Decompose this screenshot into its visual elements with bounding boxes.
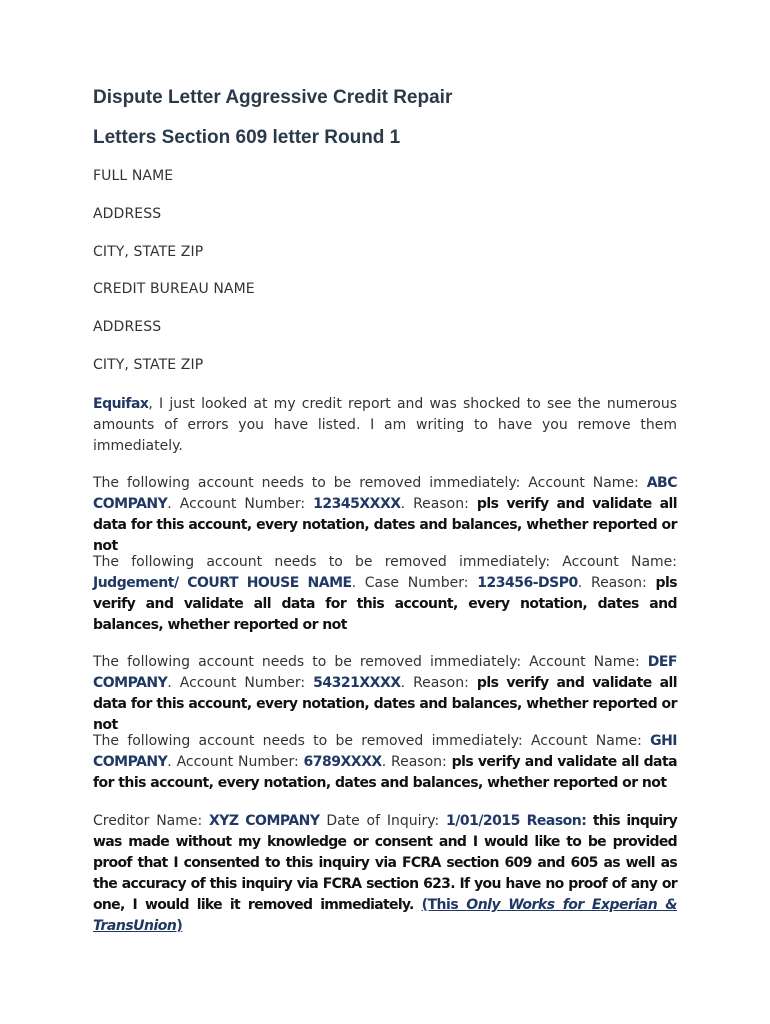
inquiry-paragraph — [93, 811, 677, 937]
account-number: 12345XXXX — [313, 496, 401, 512]
account-prefix: The following account needs to be removed immediately: Account Name: — [93, 475, 647, 491]
recipient-address: ADDRESS — [93, 319, 162, 335]
page-subtitle: Letters Section 609 letter Round 1 — [93, 127, 401, 148]
intro-text: , I just looked at my credit report and was shocked to see the numerous amounts of errors you have listed. I am writing to have you remove them immediately. — [93, 396, 677, 454]
sender-address: ADDRESS — [93, 206, 162, 222]
sender-name: FULL NAME — [93, 168, 174, 184]
account-paragraph-3 — [93, 652, 677, 736]
reason-label: . Reason: — [381, 754, 452, 770]
creditor-name: XYZ COMPANY — [208, 813, 320, 829]
note-close: ) — [176, 918, 183, 934]
account-number-label: . Account Number: — [167, 754, 304, 770]
account-number: 54321XXXX — [313, 675, 401, 691]
reason-text: pls verify and validate all data for this account, every notation, dates and balances, whether reported or not — [93, 496, 677, 554]
account-number-label: . Account Number: — [167, 675, 314, 691]
case-number: 123456-DSP0 — [477, 575, 578, 591]
reason-label: . Reason: — [400, 675, 477, 691]
account-number: 6789XXXX — [303, 754, 382, 770]
account-paragraph-2 — [93, 552, 677, 636]
sender-city: CITY, STATE ZIP — [93, 244, 204, 260]
inquiry-text: this inquiry was made without my knowledge or consent and I would like to be provided proof that I consented to this inquiry via FCRA section 609 and 605 as well as the accuracy of this inquiry via FCRA section 623. If you have no proof of any or one, I would like it removed immediately. — [93, 813, 678, 913]
account-prefix: The following account needs to be removed immediately: Account Name: — [93, 733, 651, 749]
inquiry-date: 1/01/2015 Reason: — [445, 813, 587, 829]
note-open: (This — [421, 897, 467, 913]
account-name: Judgement/ COURT HOUSE NAME — [93, 575, 352, 591]
intro-paragraph — [93, 394, 677, 457]
reason-text: pls verify and validate all data for this account, every notation, dates and balances, whether reported or not — [93, 675, 677, 733]
note-emphasis: Only Works for Experian & TransUnion — [93, 897, 677, 934]
account-number-label: . Account Number: — [167, 496, 314, 512]
recipient-name: CREDIT BUREAU NAME — [93, 281, 255, 297]
bureau-name: Equifax — [93, 396, 149, 412]
inquiry-date-label: Date of Inquiry: — [319, 813, 446, 829]
account-prefix: The following account needs to be removed immediately: Account Name: — [93, 554, 677, 570]
case-number-label: . Case Number: — [351, 575, 478, 591]
reason-label: . Reason: — [400, 496, 477, 512]
creditor-label: Creditor Name: — [93, 813, 209, 829]
account-name: ABC COMPANY — [93, 475, 677, 512]
account-name: DEF COMPANY — [93, 654, 677, 691]
account-name: GHI COMPANY — [93, 733, 677, 770]
account-paragraph-1 — [93, 473, 677, 557]
account-prefix: The following account needs to be removed immediately: Account Name: — [93, 654, 648, 670]
recipient-city: CITY, STATE ZIP — [93, 357, 204, 373]
reason-label: . Reason: — [577, 575, 656, 591]
reason-text: pls verify and validate all data for this account, every notation, dates and balances, whether reported or not — [93, 575, 677, 633]
reason-text: pls verify and validate all data for this account, every notation, dates and balances, whether reported or not — [93, 754, 677, 791]
account-paragraph-4 — [93, 731, 677, 794]
page-title: Dispute Letter Aggressive Credit Repair — [93, 87, 453, 108]
